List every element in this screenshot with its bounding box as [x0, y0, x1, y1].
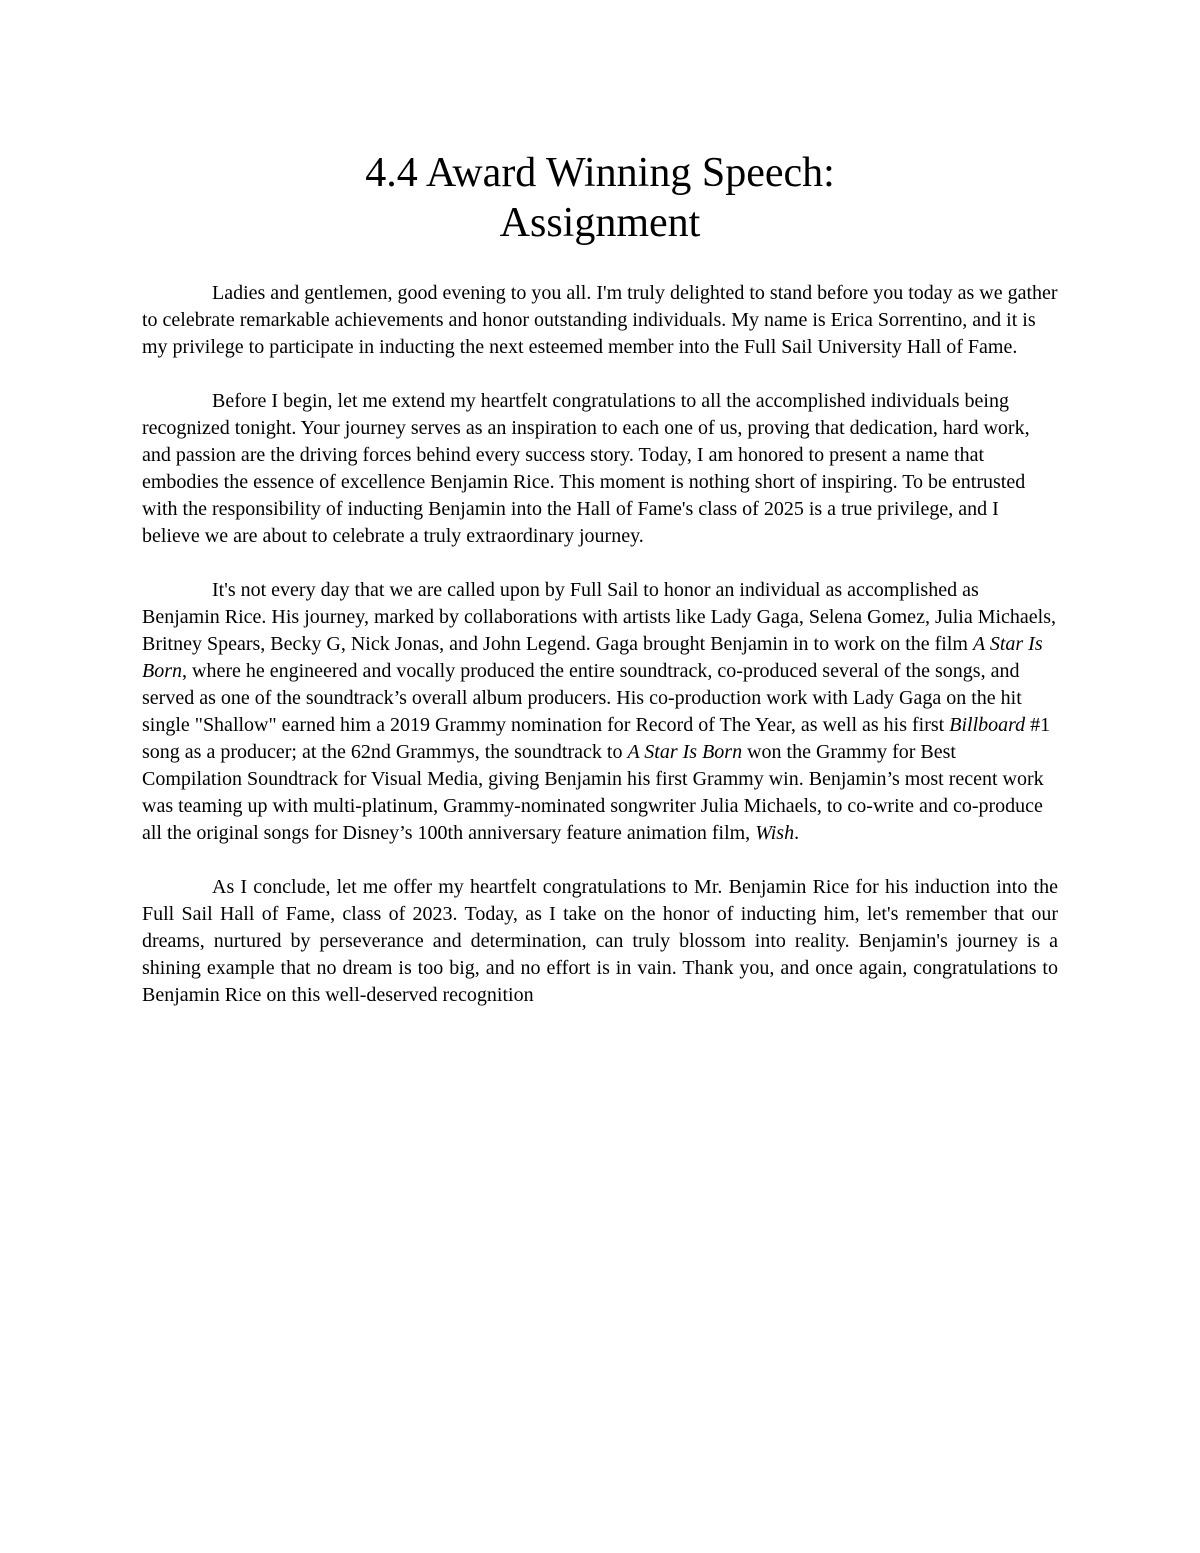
title-line-1: 4.4 Award Winning Speech:: [365, 150, 835, 196]
film-title-a-star-is-born: A Star Is Born: [142, 633, 1043, 682]
career-text-2: , where he engineered and vocally produced the entire soundtrack, co-produced several of the songs, and served as one of the soundtrack’s overall album producers. His co-production work with Lady Gaga on the hit single "Shallow" earned him a 2019 Grammy nomination for Record of The Year, as well as his first: [142, 660, 1022, 736]
publication-billboard: Billboard: [949, 714, 1026, 736]
career-text-5: .: [794, 822, 800, 844]
document-title: [0, 148, 1200, 248]
paragraph-conclusion: As I conclude, let me offer my heartfelt congratulations to Mr. Benjamin Rice for his induction into the Full Sail Hall of Fame, class of 2023. Today, as I take on the honor of inducting him, let's remember that our dreams, nurtured by perseverance and determination, can truly blossom into reality. Benjamin's journey is a shining example that no dream is too big, and no effort is in vain. Thank you, and once again, congratulations to Benjamin Rice on this well-deserved recognition: [142, 876, 1058, 1006]
paragraph-opening: Ladies and gentlemen, good evening to you all. I'm truly delighted to stand before you today as we gather to celebrate remarkable achievements and honor outstanding individuals. My name is Erica Sorrentino, and it is my privilege to participate in inducting the next esteemed member into the Full Sail University Hall of Fame.: [142, 282, 1058, 358]
paragraph-career: [142, 577, 1058, 847]
career-text-3: #1 song as a producer; at the 62nd Grammys, the soundtrack to: [142, 714, 1051, 763]
film-title-wish: Wish: [755, 822, 795, 844]
title-line-2: Assignment: [499, 200, 701, 246]
career-text-4: won the Grammy for Best Compilation Soundtrack for Visual Media, giving Benjamin his first Grammy win. Benjamin’s most recent work was teaming up with multi-platinum, Grammy-nominated songwriter Julia Michaels, to co-write and co-produce all the original songs for Disney’s 100th anniversary feature animation film,: [142, 741, 1044, 844]
film-title-a-star-is-born-2: A Star Is Born: [627, 741, 743, 763]
paragraph-congratulations: Before I begin, let me extend my heartfelt congratulations to all the accomplished individuals being recognized tonight. Your journey serves as an inspiration to each one of us, proving that dedication, hard work, and passion are the driving forces behind every success story. Today, I am honored to present a name that embodies the essence of excellence Benjamin Rice. This moment is nothing short of inspiring. To be entrusted with the responsibility of inducting Benjamin into the Hall of Fame's class of 2025 is a true privilege, and I believe we are about to celebrate a truly extraordinary journey.: [142, 390, 1030, 547]
career-text-1: It's not every day that we are called upon by Full Sail to honor an individual as accomplished as Benjamin Rice. His journey, marked by collaborations with artists like Lady Gaga, Selena Gomez, Julia Michaels, Britney Spears, Becky G, Nick Jonas, and John Legend. Gaga brought Benjamin in to work on the film: [142, 579, 1057, 655]
speech-body: [142, 280, 1058, 1009]
